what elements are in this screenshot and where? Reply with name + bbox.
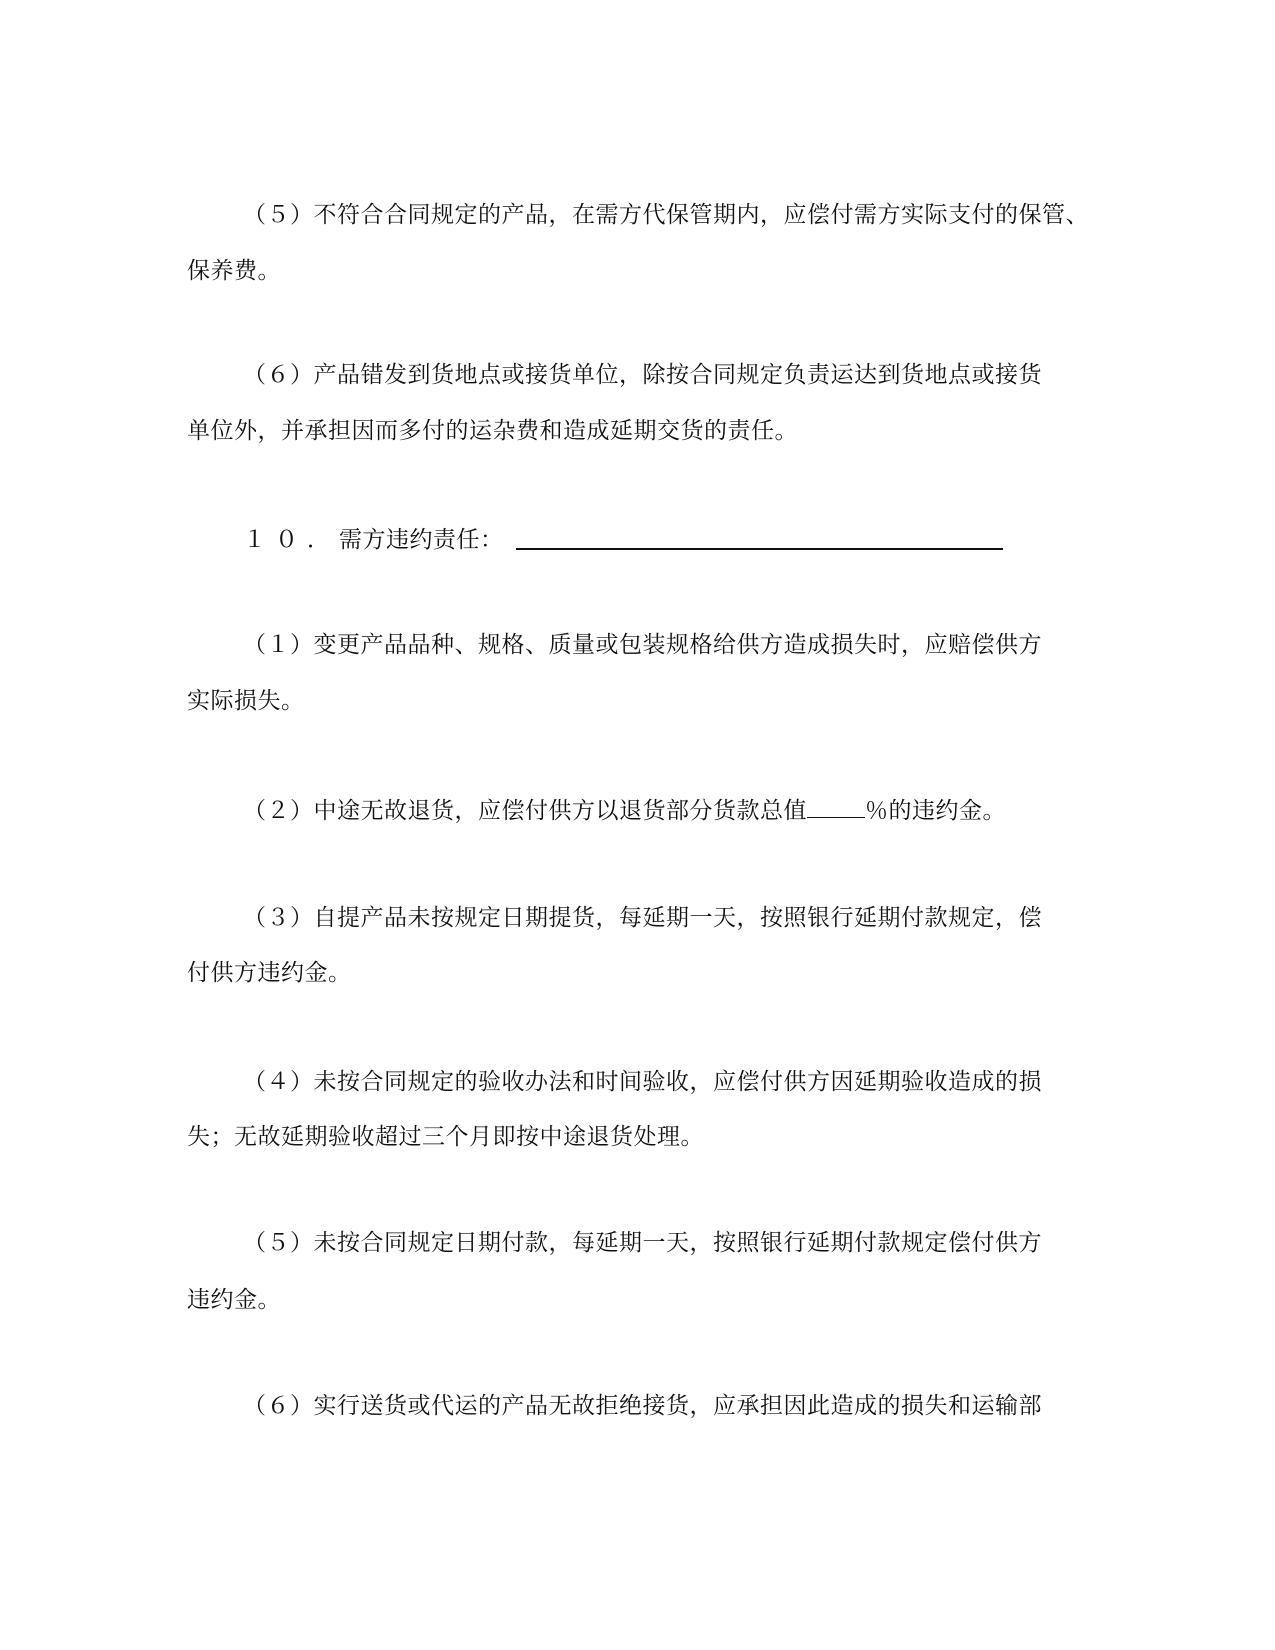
supplier-clause-5-line-2: 保养费。 (187, 258, 281, 284)
buyer-clause-5-line-2: 违约金。 (187, 1287, 281, 1313)
buyer-clause-4-line-2: 失；无故延期验收超过三个月即按中途退货处理。 (187, 1124, 704, 1150)
buyer-clause-3-line-1: （３）自提产品未按规定日期提货，每延期一天，按照银行延期付款规定，偿 (243, 905, 1042, 931)
section-10-fill-blank[interactable] (516, 548, 1003, 550)
buyer-clause-6-line-1: （６）实行送货或代运的产品无故拒绝接货，应承担因此造成的损失和运输部 (243, 1393, 1042, 1419)
supplier-clause-6-line-1: （６）产品错发到货地点或接货单位，除按合同规定负责运达到货地点或接货 (243, 362, 1042, 388)
buyer-clause-2-text-after: ％的违约金。 (865, 798, 1006, 824)
section-10-title: 需方违约责任： (339, 527, 504, 553)
buyer-clause-5-line-1: （５）未按合同规定日期付款，每延期一天，按照银行延期付款规定偿付供方 (243, 1230, 1042, 1256)
buyer-clause-1-line-2: 实际损失。 (187, 688, 305, 714)
buyer-clause-2-text-before: （２）中途无故退货，应偿付供方以退货部分货款总值 (243, 798, 807, 824)
supplier-clause-5-line-1: （５）不符合合同规定的产品，在需方代保管期内，应偿付需方实际支付的保管、 (243, 202, 1089, 228)
buyer-clause-2 (243, 795, 1006, 826)
buyer-clause-3-line-2: 付供方违约金。 (187, 960, 352, 986)
buyer-clause-4-line-1: （４）未按合同规定的验收办法和时间验收，应偿付供方因延期验收造成的损 (243, 1069, 1042, 1095)
supplier-clause-6-line-2: 单位外，并承担因而多付的运杂费和造成延期交货的责任。 (187, 418, 798, 444)
section-10-number: １０． (243, 527, 339, 553)
percentage-fill-blank[interactable] (807, 795, 865, 818)
section-10-heading (243, 525, 1003, 555)
buyer-clause-1-line-1: （１）变更产品品种、规格、质量或包装规格给供方造成损失时，应赔偿供方 (243, 632, 1042, 658)
